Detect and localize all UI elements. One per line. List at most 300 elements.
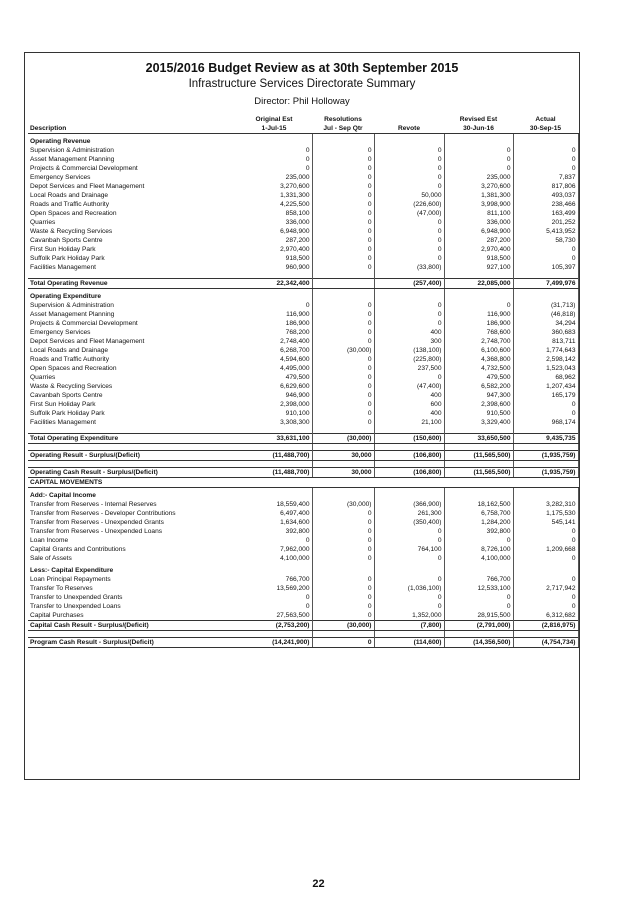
value-cell: 0 xyxy=(236,301,312,310)
table-row xyxy=(28,209,578,218)
value-cell: 7,962,000 xyxy=(236,545,312,554)
operating-cash-result-row xyxy=(28,468,578,478)
value-cell: (138,100) xyxy=(374,346,444,355)
row-label: Suffolk Park Holiday Park xyxy=(30,255,105,262)
row-label: Transfer from Reserves - Internal Reserves xyxy=(30,501,157,508)
section-capital-movements-label: CAPITAL MOVEMENTS xyxy=(28,478,236,488)
value-cell: 968,174 xyxy=(513,418,578,427)
section-capital-income xyxy=(28,488,578,501)
table-row xyxy=(28,173,578,182)
value-cell: 768,200 xyxy=(236,328,312,337)
value-cell: 58,730 xyxy=(513,236,578,245)
value-cell: 4,368,800 xyxy=(444,355,513,364)
row-label: Transfer from Reserves - Developer Contributions xyxy=(30,510,176,517)
value-cell: 0 xyxy=(374,236,444,245)
value-cell: 8,726,100 xyxy=(444,545,513,554)
value-cell: 0 xyxy=(374,173,444,182)
value-cell: 3,308,300 xyxy=(236,418,312,427)
value-cell: 764,100 xyxy=(374,545,444,554)
value-cell: 30,000 xyxy=(312,451,374,461)
value-cell: 0 xyxy=(444,536,513,545)
spacer-row xyxy=(28,444,578,451)
value-cell: 766,700 xyxy=(444,575,513,584)
table-row xyxy=(28,373,578,382)
value-cell: 34,294 xyxy=(513,319,578,328)
table-row xyxy=(28,337,578,346)
value-cell: 0 xyxy=(312,575,374,584)
value-cell: (257,400) xyxy=(374,279,444,289)
value-cell: 0 xyxy=(513,409,578,418)
value-cell: 0 xyxy=(374,218,444,227)
row-label: Loan Income xyxy=(30,537,69,544)
value-cell: 0 xyxy=(374,301,444,310)
total-operating-revenue-row xyxy=(28,279,578,289)
value-cell: 0 xyxy=(513,146,578,155)
value-cell: 392,800 xyxy=(236,527,312,536)
value-cell: 817,806 xyxy=(513,182,578,191)
value-cell: 0 xyxy=(312,611,374,621)
value-cell: 3,270,600 xyxy=(444,182,513,191)
value-cell: 0 xyxy=(513,575,578,584)
value-cell: 3,282,310 xyxy=(513,500,578,509)
value-cell: 600 xyxy=(374,400,444,409)
value-cell: 0 xyxy=(374,536,444,545)
value-cell: 238,466 xyxy=(513,200,578,209)
table-row xyxy=(28,382,578,391)
value-cell: 1,284,200 xyxy=(444,518,513,527)
value-cell: 0 xyxy=(312,536,374,545)
table-row xyxy=(28,500,578,509)
row-label: Sale of Assets xyxy=(30,555,72,562)
value-cell: 479,500 xyxy=(444,373,513,382)
value-cell: 7,837 xyxy=(513,173,578,182)
program-cash-result-row xyxy=(28,638,578,648)
value-cell: (14,356,500) xyxy=(444,638,513,648)
col-original-date: 1-Jul-15 xyxy=(236,124,312,134)
page-number: 22 xyxy=(312,878,325,890)
value-cell: 3,329,400 xyxy=(444,418,513,427)
value-cell: 2,970,400 xyxy=(444,245,513,254)
value-cell: 2,748,700 xyxy=(444,337,513,346)
value-cell: (14,241,900) xyxy=(236,638,312,648)
value-cell: 0 xyxy=(312,554,374,563)
value-cell: 0 xyxy=(312,227,374,236)
table-row xyxy=(28,328,578,337)
value-cell: (1,935,759) xyxy=(513,468,578,478)
value-cell: 0 xyxy=(444,155,513,164)
table-row xyxy=(28,146,578,155)
value-cell: 0 xyxy=(374,593,444,602)
col-original-est: Original Est xyxy=(255,116,293,123)
table-row xyxy=(28,355,578,364)
value-cell: (7,800) xyxy=(374,621,444,631)
value-cell: 4,732,500 xyxy=(444,364,513,373)
value-cell: 493,037 xyxy=(513,191,578,200)
value-cell: 336,000 xyxy=(236,218,312,227)
value-cell: 910,100 xyxy=(236,409,312,418)
value-cell: 50,000 xyxy=(374,191,444,200)
value-cell: 918,500 xyxy=(444,254,513,263)
row-label: Capital Cash Result - Surplus/(Deficit) xyxy=(28,621,236,631)
value-cell: 4,100,000 xyxy=(444,554,513,563)
value-cell: 813,711 xyxy=(513,337,578,346)
row-label: Operating Cash Result - Surplus/(Deficit) xyxy=(28,468,236,478)
value-cell: 22,085,000 xyxy=(444,279,513,289)
value-cell: 6,629,600 xyxy=(236,382,312,391)
value-cell: 0 xyxy=(444,164,513,173)
row-label: Local Roads and Drainage xyxy=(30,192,109,199)
header-row-1 xyxy=(28,115,578,124)
value-cell: 13,569,200 xyxy=(236,584,312,593)
row-label: Total Operating Revenue xyxy=(28,279,236,289)
value-cell: 116,900 xyxy=(444,310,513,319)
value-cell: 0 xyxy=(374,554,444,563)
value-cell: 545,141 xyxy=(513,518,578,527)
value-cell: 0 xyxy=(312,245,374,254)
spacer-row xyxy=(28,461,578,468)
value-cell: 18,559,400 xyxy=(236,500,312,509)
table-row xyxy=(28,584,578,593)
row-label: Capital Purchases xyxy=(30,612,84,619)
value-cell: 1,774,643 xyxy=(513,346,578,355)
value-cell: 0 xyxy=(312,509,374,518)
value-cell: 858,100 xyxy=(236,209,312,218)
value-cell: 0 xyxy=(374,227,444,236)
table-row xyxy=(28,218,578,227)
row-label: Quarries xyxy=(30,219,56,226)
value-cell: 0 xyxy=(312,200,374,209)
row-label: Transfer to Unexpended Loans xyxy=(30,603,121,610)
value-cell: 910,500 xyxy=(444,409,513,418)
table-row xyxy=(28,200,578,209)
col-revised-est: Revised Est xyxy=(459,116,498,123)
value-cell: 0 xyxy=(444,602,513,611)
value-cell: 0 xyxy=(374,146,444,155)
table-row xyxy=(28,593,578,602)
capital-cash-result-row xyxy=(28,621,578,631)
row-label: Open Spaces and Recreation xyxy=(30,210,117,217)
value-cell: 0 xyxy=(312,418,374,427)
value-cell: 0 xyxy=(236,536,312,545)
table-row xyxy=(28,509,578,518)
table-row xyxy=(28,236,578,245)
value-cell: 0 xyxy=(444,146,513,155)
value-cell: 0 xyxy=(513,400,578,409)
value-cell: (30,000) xyxy=(312,346,374,355)
table-row xyxy=(28,319,578,328)
value-cell: 0 xyxy=(312,409,374,418)
table-row xyxy=(28,182,578,191)
value-cell: 0 xyxy=(312,593,374,602)
row-label: Quarries xyxy=(30,374,56,381)
col-description: Description xyxy=(28,115,236,134)
section-capital-movements xyxy=(28,478,578,488)
value-cell: 287,200 xyxy=(444,236,513,245)
table-row xyxy=(28,301,578,310)
value-cell: (4,754,734) xyxy=(513,638,578,648)
value-cell: 0 xyxy=(444,301,513,310)
value-cell: 4,594,600 xyxy=(236,355,312,364)
value-cell: (31,713) xyxy=(513,301,578,310)
row-label: Roads and Traffic Authority xyxy=(30,356,110,363)
value-cell: 0 xyxy=(444,593,513,602)
value-cell: 0 xyxy=(312,584,374,593)
section-capital-expenditure xyxy=(28,563,578,575)
value-cell: 927,100 xyxy=(444,263,513,272)
value-cell: 4,495,000 xyxy=(236,364,312,373)
value-cell: 287,200 xyxy=(236,236,312,245)
value-cell: (2,816,975) xyxy=(513,621,578,631)
value-cell: 6,948,900 xyxy=(236,227,312,236)
row-label: First Sun Holiday Park xyxy=(30,246,96,253)
value-cell: 0 xyxy=(312,173,374,182)
value-cell: 0 xyxy=(312,209,374,218)
row-label: Transfer from Reserves - Unexpended Grants xyxy=(30,519,164,526)
value-cell: 0 xyxy=(312,301,374,310)
section-operating-expenditure xyxy=(28,289,578,302)
row-label: Waste & Recycling Services xyxy=(30,383,113,390)
value-cell: 0 xyxy=(374,319,444,328)
value-cell: 0 xyxy=(312,337,374,346)
table-row xyxy=(28,536,578,545)
value-cell: 336,000 xyxy=(444,218,513,227)
operating-result-row xyxy=(28,451,578,461)
table-row xyxy=(28,346,578,355)
table-row xyxy=(28,254,578,263)
value-cell: 2,398,600 xyxy=(444,400,513,409)
row-label: Cavanbah Sports Centre xyxy=(30,237,103,244)
value-cell: 400 xyxy=(374,328,444,337)
value-cell: 0 xyxy=(312,155,374,164)
value-cell: 0 xyxy=(312,382,374,391)
value-cell: 0 xyxy=(312,319,374,328)
value-cell: 1,381,300 xyxy=(444,191,513,200)
row-label: Capital Grants and Contributions xyxy=(30,546,126,553)
value-cell: 0 xyxy=(312,146,374,155)
value-cell: 2,748,400 xyxy=(236,337,312,346)
row-label: First Sun Holiday Park xyxy=(30,401,96,408)
table-row xyxy=(28,364,578,373)
value-cell: 960,900 xyxy=(236,263,312,272)
value-cell: 0 xyxy=(236,164,312,173)
row-label: Depot Services and Fleet Management xyxy=(30,338,145,345)
value-cell: 6,100,600 xyxy=(444,346,513,355)
value-cell: 6,758,700 xyxy=(444,509,513,518)
value-cell: 0 xyxy=(374,155,444,164)
col-revote: Revote xyxy=(374,124,444,134)
value-cell: (366,900) xyxy=(374,500,444,509)
value-cell: 0 xyxy=(374,182,444,191)
value-cell: 27,563,500 xyxy=(236,611,312,621)
row-label: Emergency Services xyxy=(30,329,91,336)
value-cell: (46,818) xyxy=(513,310,578,319)
value-cell: 237,500 xyxy=(374,364,444,373)
row-label: Waste & Recycling Services xyxy=(30,228,113,235)
value-cell: 235,000 xyxy=(444,173,513,182)
value-cell: 392,800 xyxy=(444,527,513,536)
value-cell: 300 xyxy=(374,337,444,346)
section-operating-expenditure-label: Operating Expenditure xyxy=(30,293,102,300)
value-cell: 0 xyxy=(312,164,374,173)
value-cell: (2,753,200) xyxy=(236,621,312,631)
value-cell: 0 xyxy=(312,638,374,648)
value-cell: 30,000 xyxy=(312,468,374,478)
value-cell: 0 xyxy=(312,254,374,263)
value-cell: 0 xyxy=(513,245,578,254)
value-cell: 3,998,900 xyxy=(444,200,513,209)
row-label: Suffolk Park Holiday Park xyxy=(30,410,105,417)
value-cell: (350,400) xyxy=(374,518,444,527)
value-cell: 0 xyxy=(374,575,444,584)
value-cell: (11,488,700) xyxy=(236,451,312,461)
value-cell: 0 xyxy=(513,155,578,164)
value-cell: 235,000 xyxy=(236,173,312,182)
row-label: Transfer from Reserves - Unexpended Loans xyxy=(30,528,163,535)
value-cell: 0 xyxy=(513,593,578,602)
table-row xyxy=(28,263,578,272)
value-cell: 0 xyxy=(236,155,312,164)
value-cell: 6,582,200 xyxy=(444,382,513,391)
value-cell: 918,500 xyxy=(236,254,312,263)
value-cell: 2,970,400 xyxy=(236,245,312,254)
row-label: Transfer To Reserves xyxy=(30,585,93,592)
table-row xyxy=(28,611,578,621)
row-label: Asset Management Planning xyxy=(30,156,115,163)
value-cell: (47,400) xyxy=(374,382,444,391)
col-actual-date: 30-Sep-15 xyxy=(513,124,578,134)
row-label: Cavanbah Sports Centre xyxy=(30,392,103,399)
value-cell: 201,252 xyxy=(513,218,578,227)
value-cell: 768,600 xyxy=(444,328,513,337)
table-row xyxy=(28,575,578,584)
report-title: 2015/2016 Budget Review as at 30th September 2015 xyxy=(145,61,459,75)
table-row xyxy=(28,418,578,427)
value-cell: 0 xyxy=(513,254,578,263)
value-cell: 0 xyxy=(513,602,578,611)
value-cell: 261,300 xyxy=(374,509,444,518)
table-row xyxy=(28,310,578,319)
table-row xyxy=(28,191,578,200)
row-label: Projects & Commercial Development xyxy=(30,320,138,327)
col-resolutions-period: Jul - Sep Qtr xyxy=(312,124,374,134)
value-cell: (11,565,500) xyxy=(444,451,513,461)
col-revote-top xyxy=(374,115,444,124)
table-row xyxy=(28,227,578,236)
section-capital-expenditure-label: Less:- Capital Expenditure xyxy=(30,567,114,574)
table-row xyxy=(28,400,578,409)
value-cell: 1,634,600 xyxy=(236,518,312,527)
value-cell: 1,331,300 xyxy=(236,191,312,200)
table-row xyxy=(28,545,578,554)
value-cell: 1,523,043 xyxy=(513,364,578,373)
value-cell: 0 xyxy=(513,527,578,536)
value-cell: 1,175,530 xyxy=(513,509,578,518)
value-cell: 9,435,735 xyxy=(513,434,578,444)
spacer-row xyxy=(28,631,578,638)
value-cell: 0 xyxy=(513,164,578,173)
value-cell: 0 xyxy=(374,164,444,173)
value-cell: 0 xyxy=(312,527,374,536)
value-cell: 0 xyxy=(312,355,374,364)
value-cell: 946,900 xyxy=(236,391,312,400)
row-label: Program Cash Result - Surplus/(Deficit) xyxy=(28,638,236,648)
value-cell: 0 xyxy=(312,364,374,373)
row-label: Transfer to Unexpended Grants xyxy=(30,594,123,601)
value-cell: (47,000) xyxy=(374,209,444,218)
value-cell: 22,342,400 xyxy=(236,279,312,289)
section-capital-income-label: Add:- Capital Income xyxy=(30,492,96,499)
value-cell: 6,268,700 xyxy=(236,346,312,355)
value-cell: 0 xyxy=(312,182,374,191)
value-cell: (1,935,759) xyxy=(513,451,578,461)
table-row xyxy=(28,602,578,611)
value-cell: 21,100 xyxy=(374,418,444,427)
row-label: Roads and Traffic Authority xyxy=(30,201,110,208)
value-cell: 400 xyxy=(374,391,444,400)
col-revised-date: 30-Jun-16 xyxy=(444,124,513,134)
total-operating-expenditure-row xyxy=(28,434,578,444)
value-cell: 163,499 xyxy=(513,209,578,218)
value-cell: 0 xyxy=(374,254,444,263)
value-cell: 0 xyxy=(312,602,374,611)
row-label: Local Roads and Drainage xyxy=(30,347,109,354)
row-label: Supervision & Administration xyxy=(30,302,114,309)
value-cell: 811,100 xyxy=(444,209,513,218)
value-cell: 6,312,682 xyxy=(513,611,578,621)
value-cell: 360,683 xyxy=(513,328,578,337)
director-line: Director: Phil Holloway xyxy=(254,96,350,107)
value-cell: 1,207,434 xyxy=(513,382,578,391)
row-label: Operating Result - Surplus/(Deficit) xyxy=(28,451,236,461)
budget-table xyxy=(28,115,579,648)
value-cell: 105,397 xyxy=(513,263,578,272)
value-cell: 3,270,600 xyxy=(236,182,312,191)
value-cell: 0 xyxy=(312,328,374,337)
table-row xyxy=(28,409,578,418)
value-cell xyxy=(312,279,374,289)
value-cell: 0 xyxy=(312,545,374,554)
value-cell: 18,162,500 xyxy=(444,500,513,509)
value-cell: 0 xyxy=(312,191,374,200)
value-cell: 186,900 xyxy=(236,319,312,328)
value-cell: (33,800) xyxy=(374,263,444,272)
value-cell: 766,700 xyxy=(236,575,312,584)
value-cell: (2,791,000) xyxy=(444,621,513,631)
table-row xyxy=(28,164,578,173)
value-cell: 0 xyxy=(312,373,374,382)
value-cell: 0 xyxy=(312,518,374,527)
value-cell: 0 xyxy=(312,236,374,245)
value-cell: 0 xyxy=(374,373,444,382)
value-cell: 6,948,900 xyxy=(444,227,513,236)
value-cell: (11,488,700) xyxy=(236,468,312,478)
value-cell: 0 xyxy=(374,602,444,611)
value-cell: 2,598,142 xyxy=(513,355,578,364)
value-cell: 0 xyxy=(312,263,374,272)
section-operating-revenue xyxy=(28,134,578,147)
table-row xyxy=(28,155,578,164)
value-cell: 0 xyxy=(236,146,312,155)
section-operating-revenue-label: Operating Revenue xyxy=(30,138,91,145)
value-cell: 186,900 xyxy=(444,319,513,328)
value-cell: 2,398,000 xyxy=(236,400,312,409)
table-row xyxy=(28,527,578,536)
row-label: Asset Management Planning xyxy=(30,311,115,318)
value-cell: 0 xyxy=(513,554,578,563)
row-label: Depot Services and Fleet Management xyxy=(30,183,145,190)
row-label: Emergency Services xyxy=(30,174,91,181)
value-cell: 1,352,000 xyxy=(374,611,444,621)
